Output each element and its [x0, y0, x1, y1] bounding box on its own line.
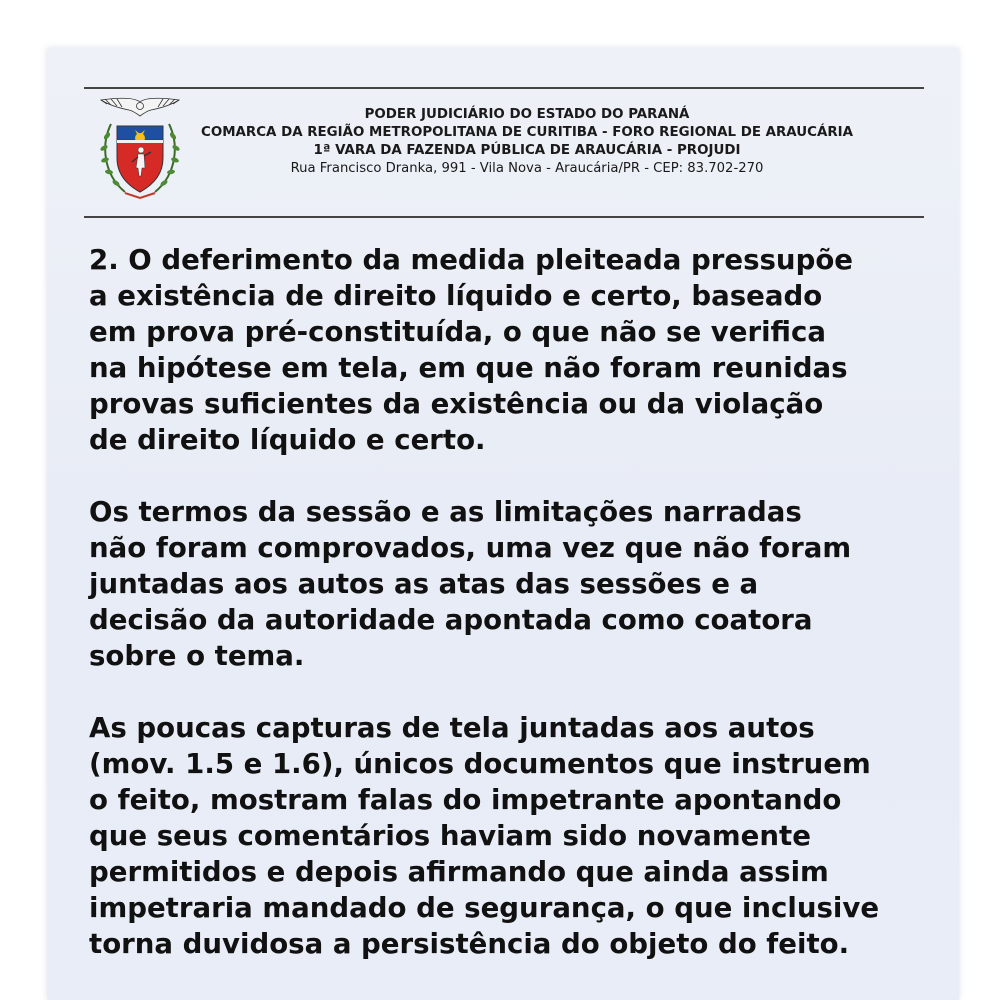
court-header	[197, 106, 857, 178]
header-top-rule	[84, 87, 924, 89]
header-line-2: COMARCA DA REGIÃO METROPOLITANA DE CURITIBA - FORO REGIONAL DE ARAUCÁRIA	[201, 125, 853, 140]
header-address: Rua Francisco Dranka, 991 - Vila Nova - Araucária/PR - CEP: 83.702-270	[290, 161, 764, 176]
document-body	[89, 242, 949, 962]
header-line-3: 1ª VARA DA FAZENDA PÚBLICA DE ARAUCÁRIA - PROJUDI	[313, 143, 741, 158]
paragraph-1: 2. O deferimento da medida pleiteada pressupõe a existência de direito líquido e certo, baseado em prova pré-constituída, o que não se verifica na hipótese em tela, em que não foram reunidas provas suficientes da existência ou da violação de direito líquido e certo.	[89, 243, 853, 456]
header-line-1: PODER JUDICIÁRIO DO ESTADO DO PARANÁ	[364, 107, 690, 122]
eagle-icon	[101, 98, 179, 116]
header-bottom-rule	[84, 216, 924, 218]
paragraph-2: Os termos da sessão e as limitações narradas não foram comprovados, uma vez que não foram juntadas aos autos as atas das sessões e a decisão da autoridade apontada como coatora sobre o tema.	[89, 495, 852, 672]
document-page	[47, 48, 959, 1000]
paragraph-3: As poucas capturas de tela juntadas aos autos (mov. 1.5 e 1.6), únicos documentos que instruem o feito, mostram falas do impetrante apontando que seus comentários haviam sido novamente permitidos e depois afirmando que ainda assim impetraria mandado de segurança, o que inclusive torna duvidosa a persistência do objeto do feito.	[89, 711, 880, 960]
parana-coat-of-arms-icon	[95, 96, 185, 206]
shield-icon	[117, 126, 163, 192]
ribbon-icon	[125, 193, 155, 198]
